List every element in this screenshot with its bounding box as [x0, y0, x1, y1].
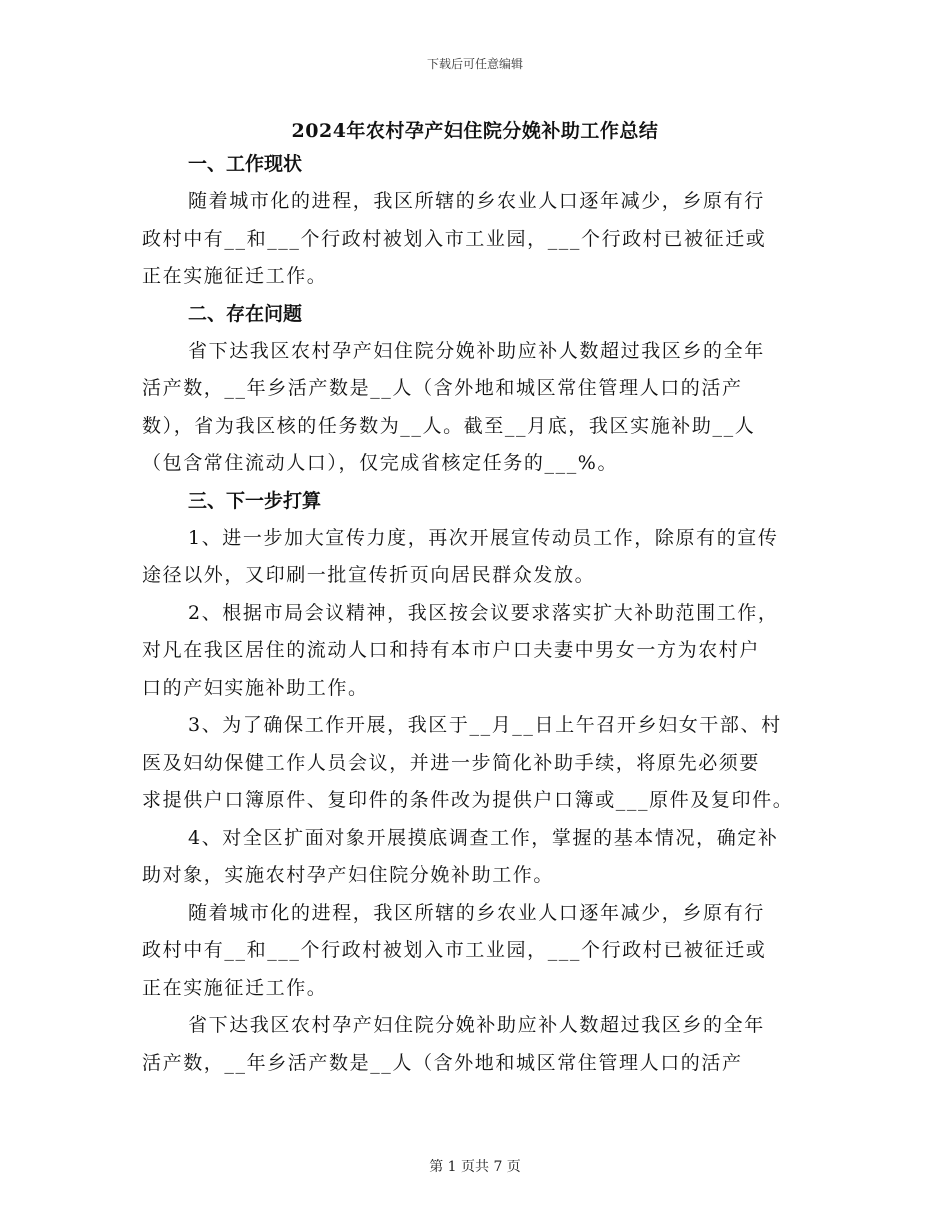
paragraph-line: 3、为了确保工作开展，我区于__月__日上午召开乡妇女干部、村: [188, 714, 782, 736]
paragraph-line: 对凡在我区居住的流动人口和持有本市户口夫妻中男女一方为农村户: [142, 639, 761, 661]
paragraph-line: 数），省为我区核的任务数为__人。截至__月底，我区实施补助__人: [142, 414, 756, 437]
paragraph: [142, 333, 822, 483]
header-note: 下载后可任意编辑: [426, 57, 523, 71]
document-body: [142, 146, 822, 1082]
paragraph: [142, 183, 822, 296]
paragraph-line: 政村中有__和___个行政村被划入市工业园，___个行政村已被征迁或: [142, 939, 767, 961]
paragraph-line: 活产数，__年乡活产数是__人（含外地和城区常住管理人口的活产: [142, 377, 743, 399]
paragraph: [142, 595, 822, 708]
paragraph-line: （包含常住流动人口），仅完成省核定任务的___%。: [142, 452, 619, 474]
paragraph-line: 活产数，__年乡活产数是__人（含外地和城区常住管理人口的活产: [142, 1051, 743, 1074]
section-heading: 二、存在问题: [188, 302, 303, 325]
paragraph-line: 助对象，实施农村孕产妇住院分娩补助工作。: [142, 864, 555, 886]
document-title: 2024年农村孕产妇住院分娩补助工作总结: [291, 120, 659, 142]
paragraph-line: 1、进一步加大宣传力度，再次开展宣传动员工作，除原有的宣传: [188, 526, 779, 549]
paragraph: [142, 895, 822, 1008]
paragraph-line: 途径以外，又印刷一批宣传折页向居民群众发放。: [142, 564, 596, 586]
paragraph-line: 政村中有__和___个行政村被划入市工业园，___个行政村已被征迁或: [142, 227, 767, 250]
section-heading: 一、工作现状: [188, 153, 303, 175]
paragraph: [142, 520, 822, 595]
section-heading: 三、下一步打算: [188, 489, 322, 512]
paragraph: [142, 820, 822, 895]
paragraph: [142, 707, 822, 820]
paragraph-line: 随着城市化的进程，我区所辖的乡农业人口逐年减少，乡原有行: [188, 190, 765, 212]
page-footer: 第 1 页共 7 页: [429, 1159, 521, 1175]
paragraph-line: 正在实施征迁工作。: [142, 976, 328, 999]
paragraph-line: 省下达我区农村孕产妇住院分娩补助应补人数超过我区乡的全年: [188, 1014, 765, 1036]
paragraph-line: 2、根据市局会议精神，我区按会议要求落实扩大补助范围工作，: [188, 601, 779, 624]
paragraph-line: 随着城市化的进程，我区所辖的乡农业人口逐年减少，乡原有行: [188, 901, 765, 924]
paragraph-line: 4、对全区扩面对象开展摸底调查工作，掌握的基本情况，确定补: [188, 826, 779, 849]
paragraph-line: 求提供户口簿原件、复印件的条件改为提供户口簿或___原件及复印件。: [142, 789, 794, 811]
paragraph: [142, 1007, 822, 1082]
paragraph-line: 医及妇幼保健工作人员会议，并进一步简化补助手续，将原先必须要: [142, 751, 761, 774]
paragraph-line: 口的产妇实施补助工作。: [142, 676, 369, 699]
paragraph-line: 省下达我区农村孕产妇住院分娩补助应补人数超过我区乡的全年: [188, 339, 765, 362]
paragraph-line: 正在实施征迁工作。: [142, 265, 328, 287]
